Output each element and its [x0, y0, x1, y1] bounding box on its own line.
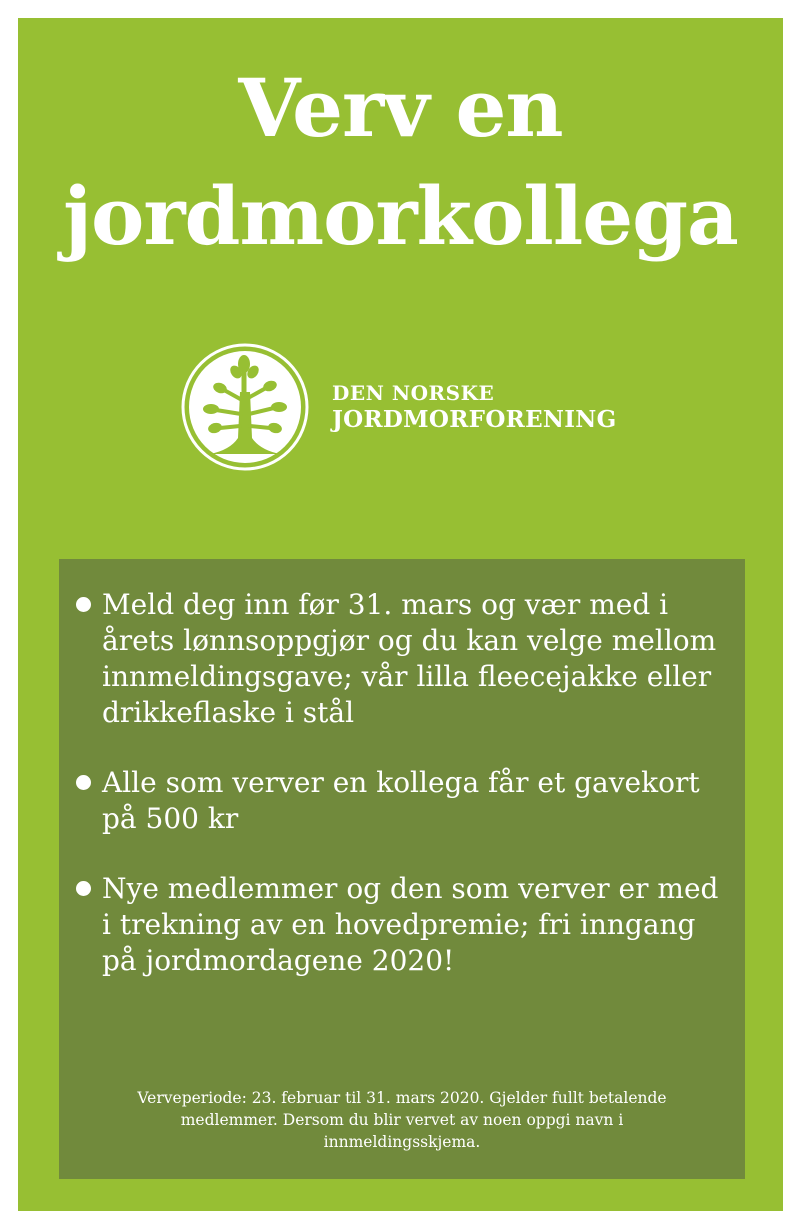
benefit-item	[59, 587, 745, 731]
footnote-line-3: innmeldingsskjema.	[323, 1133, 481, 1151]
footnote-line-1: Verveperiode: 23. februar til 31. mars 2020. Gjelder fullt betalende	[137, 1089, 667, 1107]
footnote-line-2: medlemmer. Dersom du blir vervet av noen oppgi navn i	[180, 1111, 624, 1129]
benefit-item	[59, 765, 745, 837]
bullet-icon	[76, 597, 91, 612]
organization-name-line-2: JORDMORFORENING	[332, 406, 617, 433]
benefit-list	[59, 587, 745, 1013]
benefit-item	[59, 871, 745, 979]
benefit-text: Alle som verver en kollega får et gavekort på 500 kr	[102, 766, 700, 835]
headline	[18, 54, 783, 270]
benefit-text: Nye medlemmer og den som verver er med i trekning av en hovedpremie; fri inngang på jordmordagene 2020!	[102, 872, 719, 977]
bullet-icon	[76, 775, 91, 790]
organization-name	[332, 380, 617, 434]
benefit-text: Meld deg inn før 31. mars og vær med i årets lønnsoppgjør og du kan velge mellom innmeldingsgave; vår lilla fleecejakke eller drikkeflaske i stål	[102, 588, 717, 729]
headline-line-2: jordmorkollega	[63, 169, 738, 263]
organization-name-line-1: DEN NORSKE	[332, 381, 495, 405]
footnote	[59, 1087, 745, 1153]
tree-emblem-icon	[180, 342, 310, 472]
organization-logo	[180, 342, 650, 472]
bullet-icon	[76, 881, 91, 896]
info-box	[59, 559, 745, 1179]
headline-line-1: Verv en	[238, 61, 563, 155]
poster	[18, 18, 783, 1211]
